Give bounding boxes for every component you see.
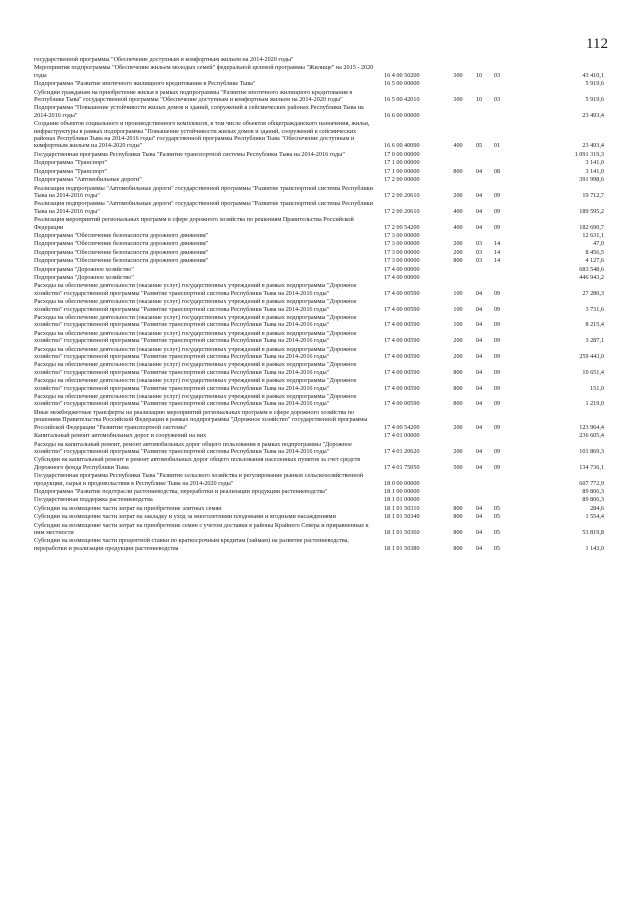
row-code: 17 4 01 20620 [384,447,420,455]
row-amount: 284,6 [590,504,604,512]
row-amount: 3 287,1 [585,337,604,345]
table-row [34,232,604,239]
table-row [34,432,604,439]
row-section: 04 [475,513,483,521]
row-name: Реализация мероприятий региональных программ в сфере дорожного хозяйства по решениям Правительства Российской Федерации [34,216,354,231]
row-subsection: 09 [493,223,501,231]
table-row [34,537,604,552]
row-section: 04 [475,337,483,345]
row-code: 17 4 01 00000 [384,432,420,440]
table-row [34,176,604,183]
table-row [34,361,604,376]
row-name: Подпрограмма "Дорожное хозяйство" [34,273,134,281]
row-section: 04 [475,289,483,297]
table-row [34,249,604,256]
row-section: 10 [475,96,483,104]
row-name: Расходы на обеспечение деятельности (оказание услуг) государственных учреждений в рамках подпрограммы "Дорожное хозяйство" государственной программы "Развитие транспортной системы Республики Тыва на 2014-2016 годы" [34,345,357,361]
row-subsection: 09 [493,191,501,199]
row-amount: 4 127,6 [585,257,604,265]
row-name: Подпрограмма "Дорожное хозяйство" [34,265,134,273]
row-amount: 134 736,1 [579,463,604,471]
row-section: 04 [475,400,483,408]
row-expense-type: 800 [453,384,463,392]
row-expense-type: 200 [453,248,463,256]
row-expense-type: 800 [453,400,463,408]
table-row [34,346,604,361]
row-expense-type: 100 [453,305,463,313]
row-name: Расходы на обеспечение деятельности (оказание услуг) государственных учреждений в рамках подпрограммы "Дорожное хозяйство" государственной программы "Развитие транспортной системы Республики Тыва на 2014-2016 годы" [34,329,357,345]
row-expense-type: 400 [453,142,463,150]
table-row [34,80,604,87]
row-subsection: 09 [493,423,501,431]
row-code: 17 2 00 20610 [384,207,420,215]
row-subsection: 09 [493,353,501,361]
row-name: Подпрограмма "Развитие ипотечного жилищного кредитования в Республике Тыва" [34,80,256,88]
row-subsection: 09 [493,321,501,329]
row-code: 18 1 01 50380 [384,544,420,552]
row-code: 17 4 00 00590 [384,289,420,297]
row-code: 17 1 00 00000 [384,159,420,167]
row-code: 17 4 00 00590 [384,400,420,408]
row-amount: 1 143,0 [585,544,604,552]
row-section: 04 [475,504,483,512]
row-amount: 89 806,3 [582,487,604,495]
row-name: Подпрограмма "Обеспечение безопасности дорожного движения" [34,257,209,265]
row-code: 17 4 00 00590 [384,368,420,376]
row-code: 17 2 00 54200 [384,223,420,231]
row-name: Подпрограмма "Обеспечение безопасности дорожного движения" [34,231,209,239]
row-expense-type: 400 [453,207,463,215]
row-name: Расходы на обеспечение деятельности (оказание услуг) государственных учреждений в рамках подпрограммы "Дорожное хозяйство" государственной программы "Развитие транспортной системы Республики Тыва на 2014-2016 годы" [34,314,357,329]
row-amount: 182 690,7 [579,223,604,231]
table-row [34,409,604,431]
row-name: Подпрограмма "Обеспечение безопасности дорожного движения" [34,248,209,256]
row-name: Реализация подпрограммы "Автомобильные дороги" государственной программы "Развитие транспортной системы Республики Тыва на 2014-2016 годы" [34,184,373,199]
row-expense-type: 800 [453,368,463,376]
row-name: Субсидии на возмещение части затрат на приобретение семян с учетом доставки в районы Крайнего Севера и приравненные к ним местности [34,521,369,536]
row-amount: 5 919,6 [585,80,604,88]
row-code: 17 4 00 00590 [384,353,420,361]
table-row [34,151,604,158]
row-subsection: 14 [493,257,501,265]
row-amount: 12 631,1 [582,231,604,239]
row-name: Государственная программа Республики Тыва "Развитие транспортной системы Республики Тыва на 2014-2016 годы" [34,150,345,158]
row-name: Субсидии на возмещение части процентной ставки по краткосрочным кредитам (займам) на развитие растениеводства, переработки и реализации продукции растениеводства [34,537,349,552]
table-row [34,441,604,456]
row-expense-type: 800 [453,504,463,512]
page-number: 112 [586,36,608,52]
row-subsection: 09 [493,305,501,313]
row-amount: 8 215,4 [585,321,604,329]
table-row [34,216,604,231]
row-code: 17 0 00 00000 [384,150,420,158]
row-section: 04 [475,207,483,215]
row-amount: 19 651,4 [582,368,604,376]
row-expense-type: 200 [453,240,463,248]
row-name: Субсидии на капитальный ремонт и ремонт автомобильных дорог общего пользования населенных пунктов за счет средств Дорожного фонда Республики Тыва [34,456,361,471]
row-expense-type: 200 [453,191,463,199]
row-amount: 43 410,1 [582,71,604,79]
row-code: 18 1 01 50340 [384,513,420,521]
budget-table [34,56,604,552]
row-code: 17 4 00 00590 [384,337,420,345]
row-amount: 23 493,4 [582,111,604,119]
row-subsection: 14 [493,240,501,248]
row-amount: 683 548,6 [579,265,604,273]
row-code: 17 4 00 00000 [384,265,420,273]
row-section: 04 [475,447,483,455]
table-row [34,488,604,495]
table-row [34,257,604,264]
row-code: 17 4 00 00000 [384,273,420,281]
row-expense-type: 400 [453,223,463,231]
row-name: Реализация подпрограммы "Автомобильные дороги" государственной программы "Развитие транспортной системы Республики Тыва на 2014-2016 годы" [34,200,373,215]
row-code: 17 2 00 00000 [384,176,420,184]
row-amount: 53 819,8 [582,528,604,536]
row-amount: 3 141,0 [585,167,604,175]
table-row [34,496,604,503]
table-row [34,200,604,215]
row-amount: 3 141,0 [585,159,604,167]
row-code: 18 1 01 50360 [384,528,420,536]
row-amount: 607 772,9 [579,479,604,487]
row-code: 17 4 00 00590 [384,305,420,313]
row-name: Создание объектов социального и производственного комплексов, в том числе объектов общегражданского назначения, жилья, инфраструктуры в рамках подпрограммы "Повышение устойчивости жилых домов и зданий, сооружений в сейсмических районах Республики Тыва на 2014-2016 годы" государственной программы Республики Тыва "Обеспечение доступным и комфортным жильем на 2014-2020 годы" [34,120,370,150]
row-expense-type: 800 [453,544,463,552]
table-row [34,282,604,297]
row-name: Подпрограмма "Автомобильные дороги" [34,176,142,184]
row-section: 04 [475,305,483,313]
row-code: 17 4 00 00590 [384,321,420,329]
row-code: 17 2 00 20610 [384,191,420,199]
table-row [34,522,604,537]
row-amount: 259 443,0 [579,353,604,361]
row-expense-type: 500 [453,463,463,471]
table-row [34,56,604,63]
row-name: Мероприятия подпрограммы "Обеспечение жильем молодых семей" федеральной целевой программы "Жилище" на 2015 - 2020 годы [34,64,374,79]
row-name: Расходы на капитальный ремонт, ремонт автомобильных дорог общего пользования в рамках подпрограммы "Дорожное хозяйство" государственной программы "Развитие транспортной системы Республики Тыва на 2014-2016 годы" [34,440,352,455]
row-subsection: 05 [493,513,501,521]
table-row [34,505,604,512]
row-amount: 3 731,6 [585,305,604,313]
row-code: 16 6 00 00000 [384,111,420,119]
row-section: 04 [475,544,483,552]
row-name: государственной программы "Обеспечение доступным и комфортным жильем на 2014-2020 годы" [34,56,294,63]
row-expense-type: 300 [453,71,463,79]
row-subsection: 09 [493,207,501,215]
row-amount: 1 554,4 [585,513,604,521]
row-section: 05 [475,142,483,150]
row-subsection: 05 [493,504,501,512]
table-row [34,104,604,119]
row-subsection: 09 [493,337,501,345]
row-amount: 23 493,4 [582,142,604,150]
row-expense-type: 800 [453,257,463,265]
row-amount: 391 998,6 [579,176,604,184]
row-code: 17 4 01 75050 [384,463,420,471]
table-row [34,456,604,471]
row-amount: 5 919,6 [585,96,604,104]
row-section: 03 [475,248,483,256]
row-subsection: 09 [493,400,501,408]
table-row [34,120,604,150]
table-row [34,513,604,520]
row-section: 04 [475,528,483,536]
row-name: Подпрограмма "Транспорт" [34,167,108,175]
row-code: 17 3 00 00000 [384,240,420,248]
row-name: Подпрограмма "Повышение устойчивости жилых домов и зданий, сооружений в сейсмических районах Республики Тыва на 2014-2016 годы" [34,104,364,119]
table-row [34,377,604,392]
row-code: 18 1 00 00000 [384,487,420,495]
row-subsection: 14 [493,248,501,256]
row-name: Субсидии гражданам на приобретение жилья в рамках подпрограммы "Развитие ипотечного жилищного кредитования в Республике Тыва" государственной программы "Обеспечение доступным и комфортным жильем на 2014-2020 годы" [34,88,353,104]
table-row [34,472,604,487]
row-section: 04 [475,321,483,329]
table-row [34,330,604,345]
row-name: Расходы на обеспечение деятельности (оказание услуг) государственных учреждений в рамках подпрограммы "Дорожное хозяйство" государственной программы "Развитие транспортной системы Республики Тыва на 2014-2016 годы" [34,393,357,408]
row-section: 04 [475,368,483,376]
row-name: Субсидии на возмещение части затрат на закладку и уход за многолетними плодовыми и ягодными насаждениями [34,513,336,521]
row-amount: 101 869,3 [579,447,604,455]
row-expense-type: 200 [453,423,463,431]
row-code: 17 4 00 00590 [384,384,420,392]
row-section: 03 [475,240,483,248]
row-section: 04 [475,384,483,392]
row-section: 10 [475,71,483,79]
row-code: 16 5 00 42010 [384,96,420,104]
row-subsection: 09 [493,463,501,471]
row-amount: 151,0 [590,384,604,392]
row-expense-type: 100 [453,289,463,297]
row-name: Расходы на обеспечение деятельности (оказание услуг) государственных учреждений в рамках подпрограммы "Дорожное хозяйство" государственной программы "Развитие транспортной системы Республики Тыва на 2014-2016 годы" [34,282,357,297]
row-subsection: 05 [493,544,501,552]
row-amount: 27 280,3 [582,289,604,297]
row-code: 16 6 00 40090 [384,142,420,150]
table-row [34,266,604,273]
table-row [34,168,604,175]
row-amount: 123 964,4 [579,423,604,431]
row-amount: 1 219,0 [585,400,604,408]
row-subsection: 03 [493,71,501,79]
row-subsection: 09 [493,289,501,297]
row-subsection: 08 [493,167,501,175]
row-amount: 189 595,2 [579,207,604,215]
row-expense-type: 100 [453,321,463,329]
row-name: Иные межбюджетные трансферты на реализацию мероприятий региональных программ в сфере дорожного хозяйства по решениям Правительства Российской Федерации в рамках подпрограммы "Дорожное хозяйство" государственной программы Российской Федерации "Развитие транспортной системы" [34,408,368,431]
table-row [34,64,604,79]
row-code: 17 1 00 00000 [384,167,420,175]
row-code: 17 3 00 00000 [384,231,420,239]
table-row [34,393,604,408]
table-row [34,185,604,200]
row-name: Подпрограмма "Обеспечение безопасности дорожного движения" [34,240,209,248]
row-expense-type: 200 [453,353,463,361]
row-amount: 8 456,5 [585,248,604,256]
row-expense-type: 800 [453,528,463,536]
row-subsection: 05 [493,528,501,536]
row-expense-type: 800 [453,167,463,175]
row-subsection: 03 [493,96,501,104]
table-row [34,159,604,166]
row-name: Подпрограмма "Транспорт" [34,159,108,167]
row-amount: 446 943,2 [579,273,604,281]
row-section: 04 [475,191,483,199]
table-row [34,298,604,313]
row-section: 04 [475,353,483,361]
row-amount: 89 806,3 [582,496,604,504]
row-code: 18 1 01 00000 [384,496,420,504]
table-row [34,89,604,104]
row-section: 04 [475,463,483,471]
row-name: Субсидии на возмещение части затрат на приобретение элитных семян [34,504,222,512]
row-expense-type: 200 [453,447,463,455]
row-name: Расходы на обеспечение деятельности (оказание услуг) государственных учреждений в рамках подпрограммы "Дорожное хозяйство" государственной программы "Развитие транспортной системы Республики Тыва на 2014-2016 годы" [34,298,357,313]
row-code: 17 3 00 00000 [384,248,420,256]
row-expense-type: 800 [453,513,463,521]
row-code: 18 1 01 50310 [384,504,420,512]
row-section: 04 [475,167,483,175]
row-section: 04 [475,423,483,431]
table-row [34,240,604,247]
row-section: 04 [475,223,483,231]
table-row [34,314,604,329]
row-code: 17 3 00 00000 [384,257,420,265]
row-subsection: 01 [493,142,501,150]
row-expense-type: 200 [453,337,463,345]
row-amount: 236 605,4 [579,432,604,440]
row-expense-type: 300 [453,96,463,104]
row-code: 16 5 00 00000 [384,80,420,88]
row-section: 03 [475,257,483,265]
row-name: Капитальный ремонт автомобильных дорог и сооружений на них [34,432,207,440]
row-code: 16 4 00 50200 [384,71,420,79]
row-name: Расходы на обеспечение деятельности (оказание услуг) государственных учреждений в рамках подпрограммы "Дорожное хозяйство" государственной программы "Развитие транспортной системы Республики Тыва на 2014-2016 годы" [34,377,357,392]
row-name: Подпрограмма "Развитие подотрасли растениеводства, переработки и реализации продукции растениеводства" [34,487,328,495]
row-amount: 1 091 319,3 [574,150,604,158]
row-name: Государственная поддержка растениеводства [34,496,153,504]
row-name: Расходы на обеспечение деятельности (оказание услуг) государственных учреждений в рамках подпрограммы "Дорожное хозяйство" государственной программы "Развитие транспортной системы Республики Тыва на 2014-2016 годы" [34,361,357,376]
row-subsection: 09 [493,447,501,455]
row-code: 17 4 00 54200 [384,423,420,431]
row-subsection: 09 [493,368,501,376]
table-row [34,274,604,281]
row-subsection: 09 [493,384,501,392]
row-amount: 19 712,7 [582,191,604,199]
row-amount: 47,0 [593,240,604,248]
row-name: Государственная программа Республики Тыва "Развитие сельского хозяйства и регулирование рынков сельскохозяйственной продукции, сырья и продовольствия в Республике Тыва на 2014-2020 годы" [34,472,364,487]
row-code: 18 0 00 00000 [384,479,420,487]
